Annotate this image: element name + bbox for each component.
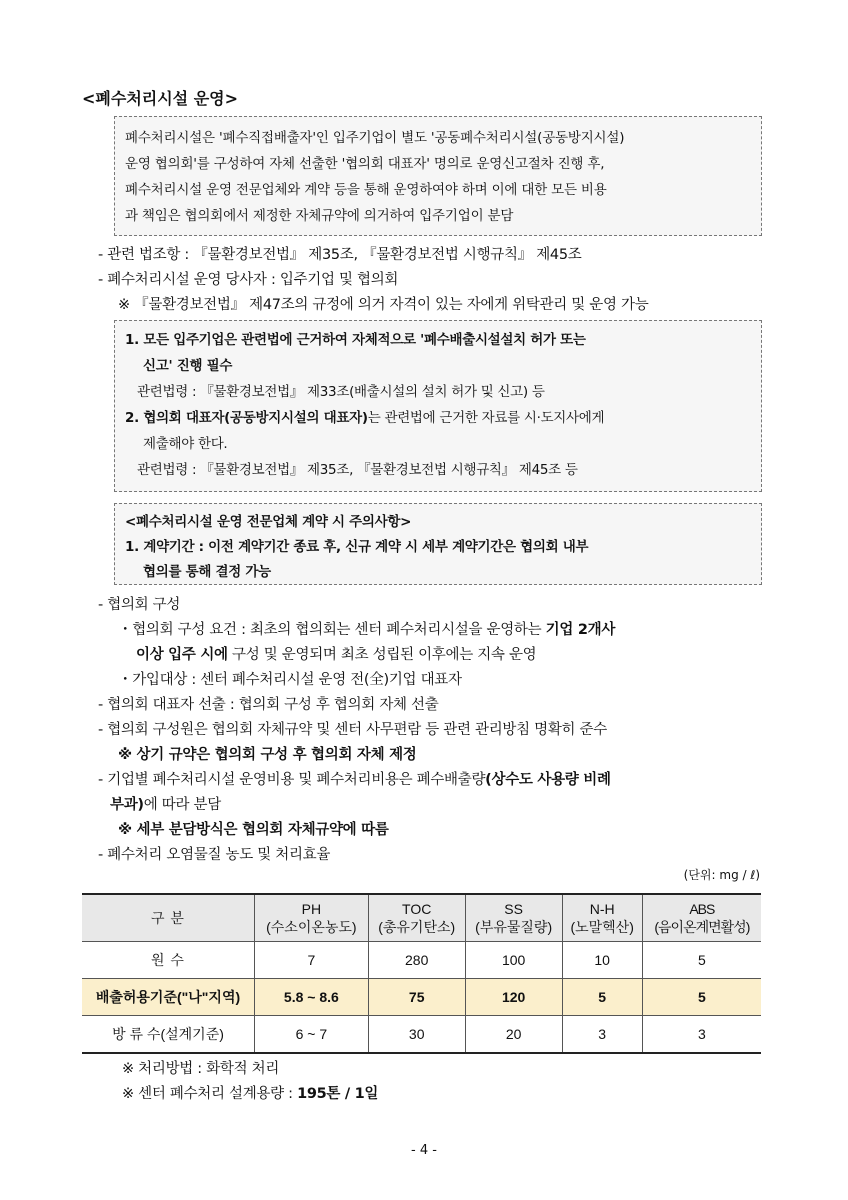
header-bottom: (부유물질량) xyxy=(475,919,553,935)
row-label: 배출허용기준("나"지역) xyxy=(82,979,255,1016)
capacity-text: ※ 센터 폐수처리 설계용량 : xyxy=(122,1086,298,1102)
table-cell: 120 xyxy=(465,979,562,1016)
table-header-cell xyxy=(465,894,562,942)
table-row xyxy=(82,942,761,979)
row-label: 방 류 수(설계기준) xyxy=(82,1016,255,1054)
cost-share-text: - 기업별 폐수처리시설 운영비용 및 폐수처리비용은 폐수배출량 xyxy=(98,772,486,788)
requirement-2 xyxy=(125,405,751,431)
table-header-cell xyxy=(255,894,369,942)
table-header-cell xyxy=(562,894,642,942)
table-row xyxy=(82,979,761,1016)
table-cell: 5 xyxy=(642,979,761,1016)
intro-line: 운영 협의회'를 구성하여 자체 선출한 '협의회 대표자' 명의로 운영신고절차 진행 후, xyxy=(125,156,605,172)
requirements-box xyxy=(114,320,762,492)
council-requirement-text: ・협의회 구성 요건 : 최초의 협의회는 센터 폐수처리시설을 운영하는 xyxy=(118,622,546,638)
table-cell: 5.8 ~ 8.6 xyxy=(255,979,369,1016)
operator-item: - 폐수처리시설 운영 당사자 : 입주기업 및 협의회 xyxy=(98,272,399,288)
pollutant-table xyxy=(82,893,761,1054)
council-requirement-cont xyxy=(136,643,536,664)
contract-caution-box xyxy=(114,503,762,585)
concentration-item: - 폐수처리 오염물질 농도 및 처리효율 xyxy=(98,847,331,863)
table-cell: 5 xyxy=(562,979,642,1016)
law-reference-item: - 관련 법조항 : 『물환경보전법』 제35조, 『물환경보전법 시행규칙』 제45조 xyxy=(98,247,582,263)
table-header-row xyxy=(82,894,761,942)
table-cell: 5 xyxy=(642,942,761,979)
table-cell: 30 xyxy=(368,1016,465,1054)
consignment-note: ※ 『물환경보전법』 제47조의 규정에 의거 자격이 있는 자에게 위탁관리 및 운영 가능 xyxy=(118,297,649,313)
header-top: PH xyxy=(301,901,322,917)
council-item: - 협의회 구성 xyxy=(98,597,181,613)
cost-share-bold: 부과) xyxy=(110,797,144,813)
table-row xyxy=(82,1016,761,1054)
contract-caution-title: <폐수처리시설 운영 전문업체 계약 시 주의사항> xyxy=(125,514,412,530)
representative-item: - 협의회 대표자 선출 : 협의회 구성 후 협의회 자체 선출 xyxy=(98,697,439,713)
table-cell: 3 xyxy=(562,1016,642,1054)
table-cell: 10 xyxy=(562,942,642,979)
capacity-value: 195톤 / 1일 xyxy=(297,1086,379,1102)
table-cell: 280 xyxy=(368,942,465,979)
requirement-2-law: 관련법령 : 『물환경보전법』 제35조, 『물환경보전법 시행규칙』 제45조 등 xyxy=(137,462,578,478)
header-bottom: (노말헥산) xyxy=(570,919,634,935)
capacity-note xyxy=(122,1082,378,1103)
members-item: - 협의회 구성원은 협의회 자체규약 및 센터 사무편람 등 관련 관리방침 명확히 준수 xyxy=(98,722,607,738)
table-cell: 20 xyxy=(465,1016,562,1054)
table-cell: 6 ~ 7 xyxy=(255,1016,369,1054)
membership-target: ・가입대상 : 센터 폐수처리시설 운영 전(全)기업 대표자 xyxy=(118,672,462,688)
council-requirement-text: 구성 및 운영되며 최초 성립된 이후에는 지속 운영 xyxy=(227,647,537,663)
header-top: ABS xyxy=(689,901,715,917)
council-requirement-bold: 기업 2개사 xyxy=(545,622,616,638)
table-unit: (단위: mg / ℓ) xyxy=(683,868,760,882)
row-label: 원 수 xyxy=(82,942,255,979)
header-bottom: (음이온계면활성) xyxy=(654,919,750,935)
table-header-cell xyxy=(642,894,761,942)
requirement-2-rest: 는 관련법에 근거한 자료를 시·도지사에게 xyxy=(367,410,605,426)
treatment-method-note: ※ 처리방법 : 화학적 처리 xyxy=(122,1061,280,1077)
intro-line: 과 책임은 협의회에서 제정한 자체규약에 의거하여 입주기업이 분담 xyxy=(125,208,514,224)
cost-share-item xyxy=(98,768,611,789)
cost-share-text: 에 따라 분담 xyxy=(143,797,221,813)
cost-share-note: ※ 세부 분담방식은 협의회 자체규약에 따름 xyxy=(118,822,389,838)
header-top: N-H xyxy=(589,901,615,917)
cost-share-bold: (상수도 사용량 비례 xyxy=(485,772,611,788)
contract-caution-line: 1. 계약기간 : 이전 계약기간 종료 후, 신규 계약 시 세부 계약기간은 협의회 내부 xyxy=(125,539,589,555)
section-title: <폐수처리시설 운영> xyxy=(82,89,239,108)
header-top: SS xyxy=(504,901,523,917)
table-cell: 75 xyxy=(368,979,465,1016)
rules-note: ※ 상기 규약은 협의회 구성 후 협의회 자체 제정 xyxy=(118,747,417,763)
requirement-2-cont: 제출해야 한다. xyxy=(143,436,228,452)
table-cell: 100 xyxy=(465,942,562,979)
table-header-label: 구 분 xyxy=(82,894,255,942)
page-number: - 4 - xyxy=(411,1143,437,1158)
council-requirement xyxy=(118,618,615,639)
table-header-cell xyxy=(368,894,465,942)
council-requirement-bold: 이상 입주 시에 xyxy=(136,647,228,663)
requirement-1: 1. 모든 입주기업은 관련법에 근거하여 자체적으로 '폐수배출시설설치 허가 또는 xyxy=(125,332,586,348)
contract-caution-line: 협의를 통해 결정 가능 xyxy=(143,564,271,580)
intro-line: 폐수처리시설 운영 전문업체와 계약 등을 통해 운영하여야 하며 이에 대한 모든 비용 xyxy=(125,182,607,198)
requirement-1-cont: 신고' 진행 필수 xyxy=(143,358,233,374)
header-top: TOC xyxy=(402,901,432,917)
intro-box xyxy=(114,116,762,236)
requirement-2-bold: 2. 협의회 대표자(공동방지시설의 대표자) xyxy=(125,410,368,426)
header-bottom: (총유기탄소) xyxy=(378,919,456,935)
requirement-1-law: 관련법령 : 『물환경보전법』 제33조(배출시설의 설치 허가 및 신고) 등 xyxy=(137,384,545,400)
header-bottom: (수소이온농도) xyxy=(266,919,357,935)
table-cell: 7 xyxy=(255,942,369,979)
table-cell: 3 xyxy=(642,1016,761,1054)
intro-line: 폐수처리시설은 '폐수직접배출자'인 입주기업이 별도 '공동폐수처리시설(공동방지시설) xyxy=(125,130,625,146)
cost-share-cont xyxy=(110,793,221,814)
